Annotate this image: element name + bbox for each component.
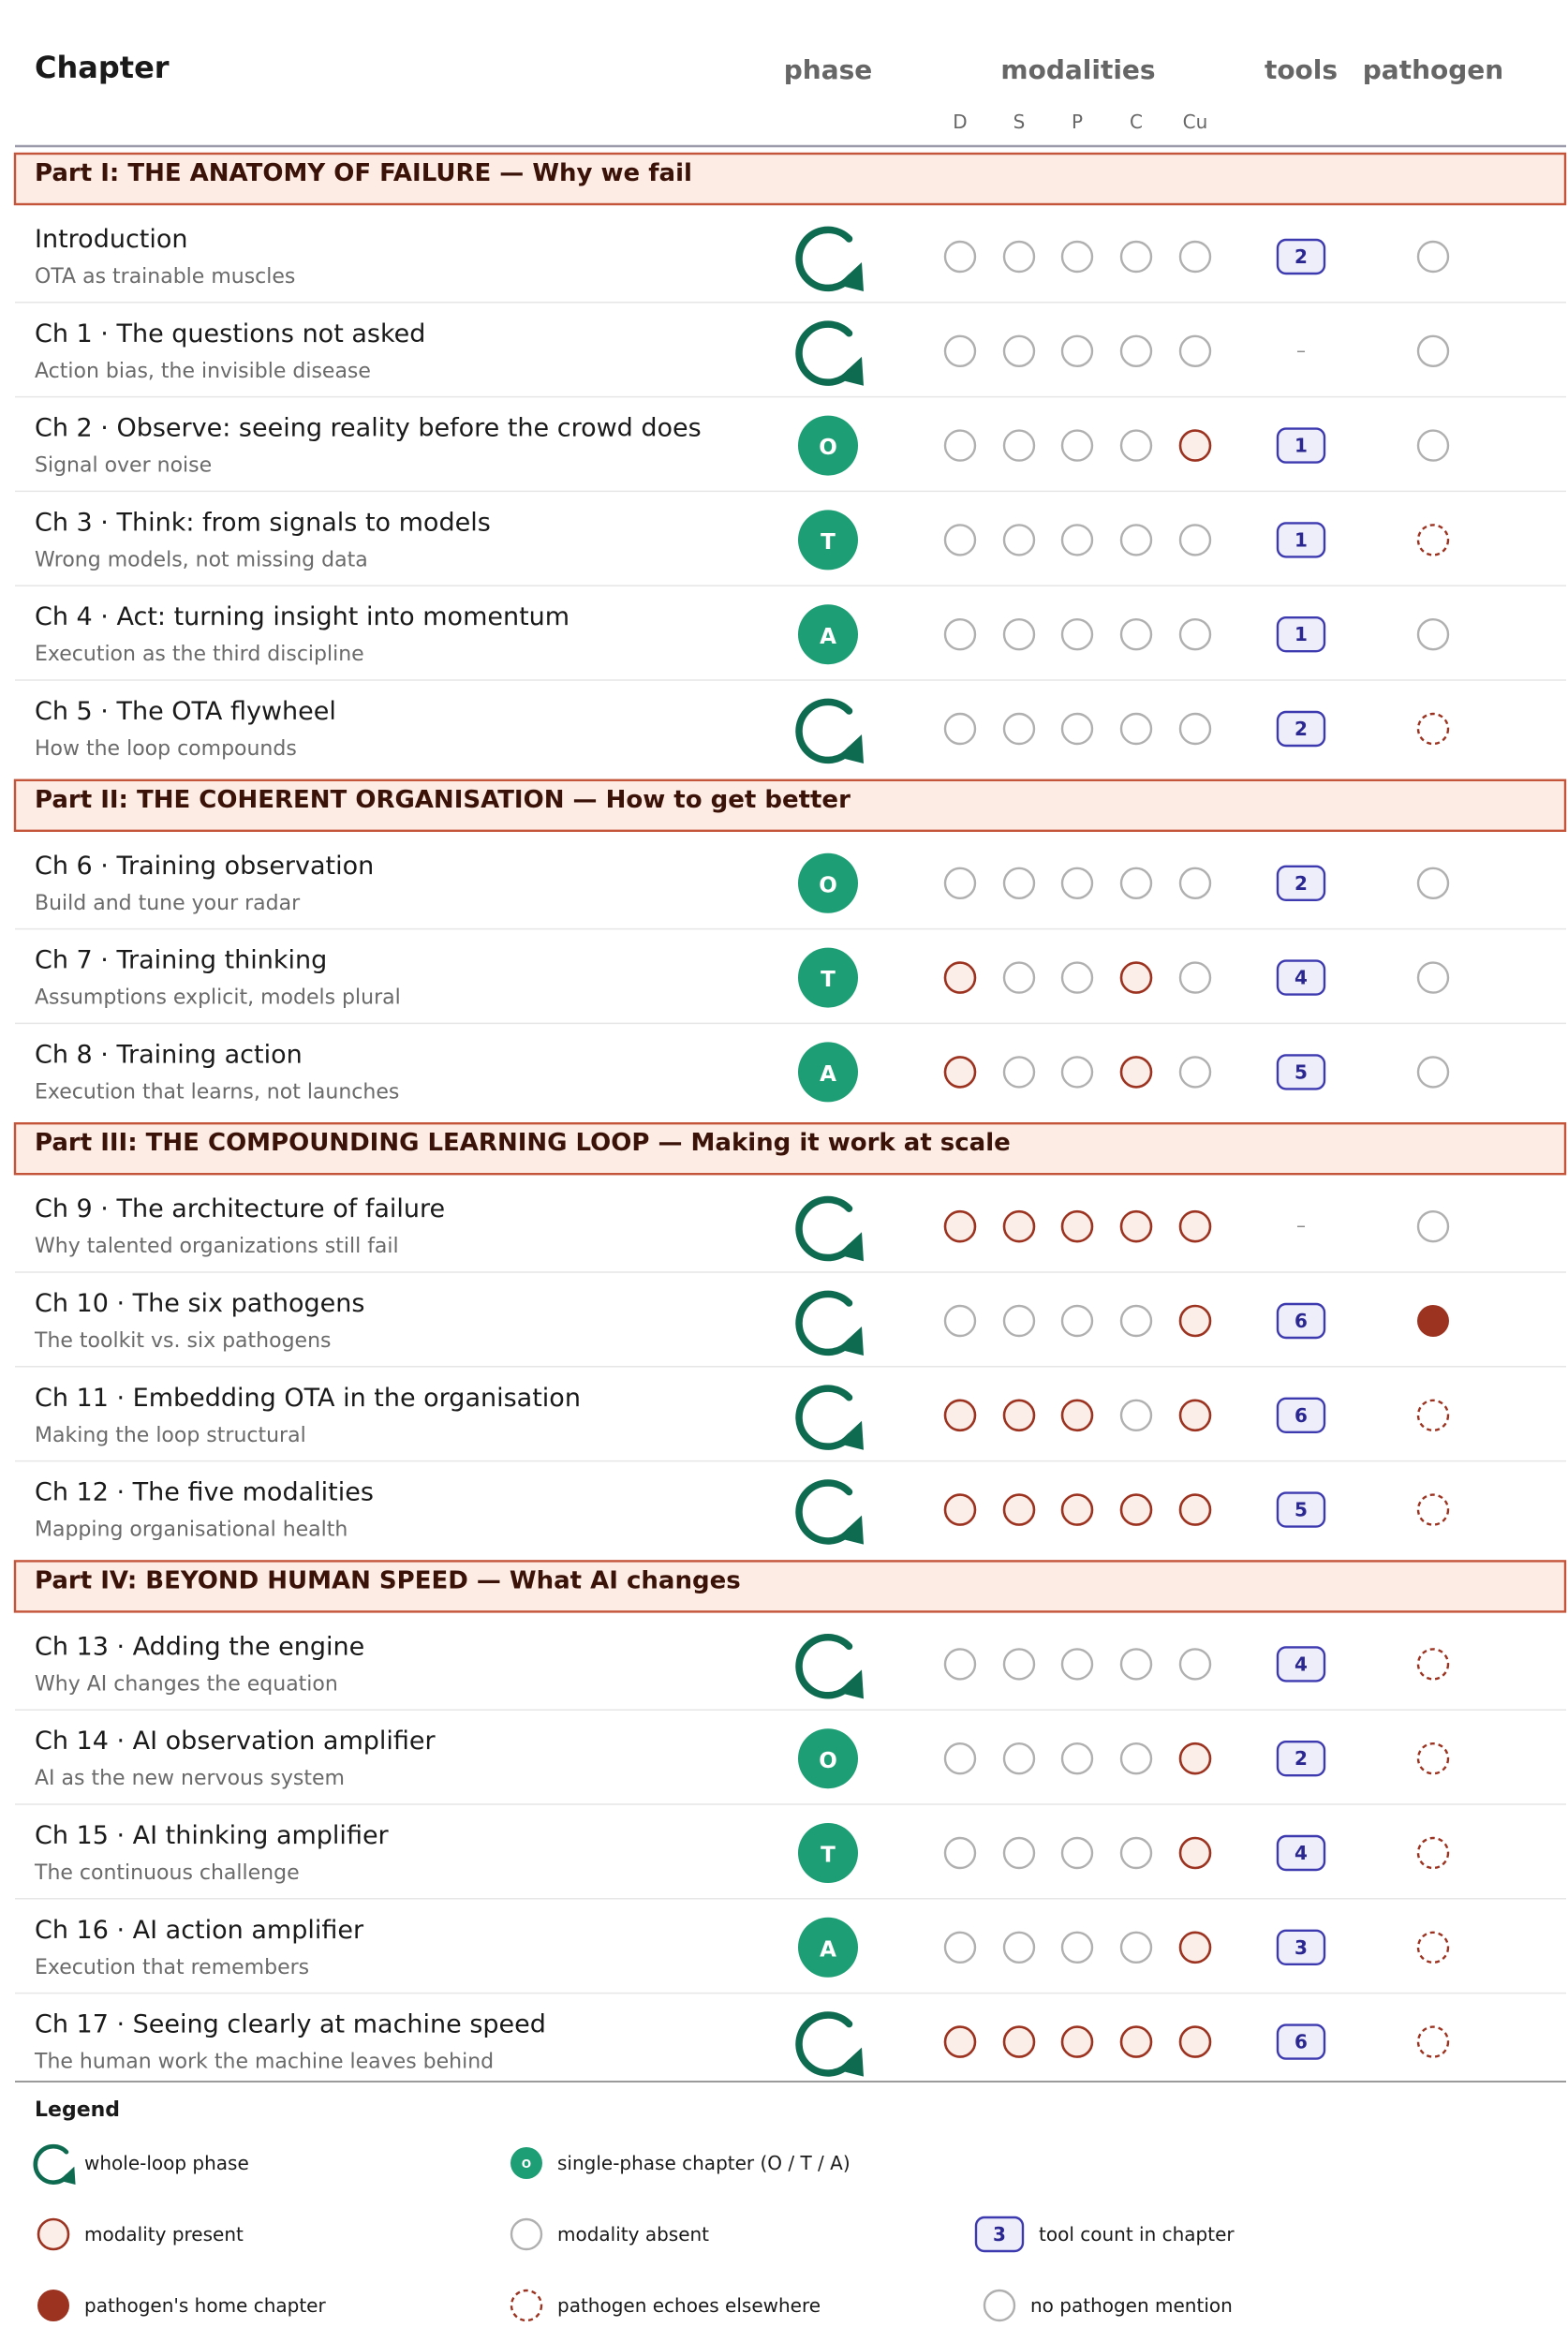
whole-loop-icon [799, 1638, 864, 1699]
pathogen-echo-dot [1418, 1933, 1448, 1963]
modality-absent-dot [1004, 619, 1034, 649]
modality-present-dot [1180, 1838, 1210, 1868]
chapter-row [15, 1632, 1566, 1710]
tool-count-badge [1278, 1493, 1324, 1527]
modality-absent-dot [945, 336, 975, 366]
tool-count: 2 [1294, 1747, 1308, 1771]
chapter-title: Ch 15 · AI thinking amplifier [35, 1821, 389, 1850]
phase-letter: O [819, 436, 837, 461]
modality-present-dot [1004, 1401, 1034, 1430]
chapter-subtitle: Action bias, the invisible disease [35, 359, 371, 383]
modality-present-dot [38, 2219, 68, 2249]
modality-present-dot [1121, 1057, 1151, 1087]
pathogen-home-dot [1417, 1305, 1449, 1337]
modality-code-C: C [1130, 111, 1143, 133]
modality-present-dot [1121, 2027, 1151, 2057]
chapter-subtitle: Making the loop structural [35, 1423, 306, 1447]
modality-absent-dot [1121, 1743, 1151, 1773]
tool-count: 2 [1294, 245, 1308, 268]
tool-count-badge [1278, 523, 1324, 556]
phase-disc-t [798, 1823, 858, 1883]
header-modalities: modalities [1000, 54, 1156, 85]
modality-absent-dot [1180, 525, 1210, 555]
chapter-subtitle: Signal over noise [35, 453, 213, 478]
modality-absent-dot [1180, 714, 1210, 744]
modality-absent-dot [1062, 336, 1092, 366]
modality-absent-dot [1004, 431, 1034, 461]
chapter-subtitle: AI as the new nervous system [35, 1767, 345, 1791]
modality-absent-dot [1121, 868, 1151, 898]
chapter-title: Ch 11 · Embedding OTA in the organisation [35, 1383, 581, 1413]
modality-absent-dot [1004, 1306, 1034, 1336]
phase-letter: T [821, 530, 836, 555]
modality-absent-dot [1121, 1649, 1151, 1679]
modality-absent-dot [945, 1838, 975, 1868]
tool-count: 1 [1294, 528, 1308, 552]
modality-absent-dot [1062, 525, 1092, 555]
tool-count: 4 [1294, 1842, 1308, 1864]
chapter-subtitle: Execution that remembers [35, 1955, 310, 1979]
phase-letter: A [820, 624, 836, 649]
tool-count: 2 [1294, 718, 1308, 740]
modality-absent-dot [1121, 525, 1151, 555]
pathogen-none-dot [1418, 1211, 1448, 1241]
modality-absent-dot [945, 1649, 975, 1679]
modality-present-dot [1180, 2027, 1210, 2057]
modality-absent-dot [1121, 336, 1151, 366]
modality-present-dot [1180, 1495, 1210, 1525]
modality-present-dot [1121, 1495, 1151, 1525]
modality-present-dot [945, 963, 975, 993]
tool-count-badge [1278, 1399, 1324, 1432]
modality-code-Cu: Cu [1182, 111, 1208, 133]
chapter-subtitle: Execution that learns, not launches [35, 1080, 400, 1104]
part-section [15, 154, 1566, 763]
chapter-row [15, 319, 1566, 397]
chapter-subtitle: Why AI changes the equation [35, 1672, 338, 1697]
pathogen-none-dot [1418, 1057, 1448, 1087]
tool-count-badge [1278, 961, 1324, 995]
chapter-title: Ch 1 · The questions not asked [35, 319, 426, 348]
tool-count-badge [1278, 1931, 1324, 1964]
chapter-title: Ch 7 · Training thinking [35, 945, 328, 975]
pathogen-echo-dot [1418, 525, 1448, 555]
chapter-row [15, 1194, 1566, 1272]
modality-absent-dot [1062, 714, 1092, 744]
modality-absent-dot [1004, 242, 1034, 272]
pathogen-none-dot [1418, 242, 1448, 272]
pathogen-echo-dot [1418, 714, 1448, 744]
modality-absent-dot [1004, 525, 1034, 555]
modality-absent-dot [1004, 1649, 1034, 1679]
modality-present-dot [1062, 1495, 1092, 1525]
legend-item [511, 2219, 709, 2249]
tool-count-badge [976, 2217, 1023, 2251]
header-chapter: Chapter [35, 50, 170, 85]
tool-count-badge [1278, 1836, 1324, 1870]
modality-absent-dot [1121, 1306, 1151, 1336]
modality-absent-dot [945, 1933, 975, 1963]
chapter-row [15, 602, 1566, 680]
tool-count: 4 [1294, 1653, 1308, 1676]
phase-disc-a [798, 1918, 858, 1978]
chapter-row [34, 2010, 1448, 2077]
phase-disc-o [798, 853, 858, 913]
legend-item-label: pathogen's home chapter [84, 2294, 326, 2317]
chapter-row [15, 1727, 1566, 1804]
modality-absent-dot [1004, 868, 1034, 898]
pathogen-echo-dot [511, 2290, 541, 2320]
tool-count: 6 [1294, 1310, 1308, 1332]
whole-loop-icon [799, 230, 864, 291]
pathogen-none-dot [1418, 336, 1448, 366]
chapter-row [35, 697, 1448, 763]
part-section [15, 1561, 1566, 2076]
tool-count-badge [1278, 1304, 1324, 1338]
part-section [15, 780, 1566, 1104]
modality-absent-dot [1004, 1838, 1034, 1868]
phase-disc-t [798, 510, 858, 570]
legend-item [976, 2217, 1235, 2251]
modality-absent-dot [1062, 1743, 1092, 1773]
legend-item-label: single-phase chapter (O / T / A) [557, 2152, 851, 2174]
phase-letter: T [821, 1843, 836, 1868]
chapter-title: Ch 17 · Seeing clearly at machine speed [35, 2009, 546, 2039]
tool-count: 1 [1294, 623, 1308, 646]
tool-count-empty: – [1296, 1214, 1306, 1238]
modality-present-dot [945, 1495, 975, 1525]
pathogen-echo-dot [1418, 1838, 1448, 1868]
modality-absent-dot [1180, 619, 1210, 649]
modality-absent-dot [945, 1743, 975, 1773]
chapter-title: Ch 14 · AI observation amplifier [35, 1727, 436, 1756]
tool-count-badge [1278, 1742, 1324, 1775]
pathogen-echo-dot [1418, 1649, 1448, 1679]
phase-disc-a [798, 604, 858, 664]
chapter-subtitle: The human work the machine leaves behind [35, 2050, 495, 2074]
part-section [15, 1123, 1566, 1544]
modality-absent-dot [1004, 714, 1034, 744]
chapter-row [15, 1821, 1566, 1899]
tool-count-badge [1278, 1647, 1324, 1681]
legend-item [510, 2147, 851, 2179]
modality-absent-dot [1062, 1306, 1092, 1336]
modality-present-dot [945, 2027, 975, 2057]
modality-absent-dot [945, 242, 975, 272]
phase-letter: O [819, 1748, 837, 1773]
legend-loop-icon [36, 2146, 76, 2185]
pathogen-none-dot [1418, 619, 1448, 649]
tool-count: 2 [1294, 871, 1308, 895]
chapter-subtitle: Wrong models, not missing data [35, 548, 368, 572]
modality-absent-dot [1180, 242, 1210, 272]
phase-disc-o [798, 1728, 858, 1788]
phase-disc-t [798, 948, 858, 1008]
tool-count-badge [1278, 712, 1324, 746]
chapter-subtitle: How the loop compounds [35, 737, 297, 761]
modality-code-S: S [1013, 111, 1026, 133]
modality-absent-dot [945, 525, 975, 555]
chapter-title: Ch 6 · Training observation [35, 851, 375, 881]
modality-present-dot [1121, 963, 1151, 993]
part-title: Part I: THE ANATOMY OF FAILURE — Why we fail [35, 159, 692, 187]
modality-present-dot [1004, 1495, 1034, 1525]
modality-absent-dot [1062, 1057, 1092, 1087]
chapter-row [15, 414, 1566, 492]
tool-count: 6 [1294, 1403, 1308, 1427]
modality-absent-dot [1062, 1933, 1092, 1963]
header-tools: tools [1264, 54, 1339, 85]
modality-present-dot [1180, 1401, 1210, 1430]
modality-present-dot [1121, 1211, 1151, 1241]
chapter-subtitle: Assumptions explicit, models plural [35, 986, 401, 1010]
pathogen-echo-dot [1418, 1495, 1448, 1525]
modality-absent-dot [1121, 1933, 1151, 1963]
modality-absent-dot [1004, 963, 1034, 993]
modality-absent-dot [1062, 963, 1092, 993]
part-title: Part III: THE COMPOUNDING LEARNING LOOP — Making it work at scale [35, 1129, 1011, 1158]
chapter-title: Ch 10 · The six pathogens [35, 1289, 365, 1318]
modality-present-dot [1062, 2027, 1092, 2057]
chapter-row [35, 1040, 1448, 1104]
tool-count: 6 [1294, 2030, 1308, 2053]
tool-count-badge [1278, 240, 1324, 274]
chapter-title: Ch 2 · Observe: seeing reality before the crowd does [35, 413, 702, 443]
chapter-row [15, 1384, 1566, 1461]
phase-letter: O [521, 2157, 532, 2172]
modality-present-dot [1004, 1211, 1034, 1241]
phase-letter: T [821, 968, 836, 993]
legend-item-label: modality present [84, 2223, 244, 2246]
modality-present-dot [1004, 2027, 1034, 2057]
tool-count: 3 [1294, 1935, 1308, 1959]
legend-phase-disc [510, 2147, 542, 2179]
tool-count-badge [1278, 617, 1324, 651]
chapter-title: Introduction [35, 225, 188, 254]
chapter-row [35, 1478, 1448, 1545]
modality-present-dot [1180, 1933, 1210, 1963]
modality-absent-dot [1062, 1649, 1092, 1679]
tool-count-badge [1278, 2025, 1324, 2059]
legend-item-label: modality absent [557, 2223, 710, 2246]
part-title: Part IV: BEYOND HUMAN SPEED — What AI changes [35, 1566, 741, 1595]
modality-absent-dot [1062, 868, 1092, 898]
chapter-row [15, 225, 1566, 303]
pathogen-none-dot [984, 2290, 1014, 2320]
chapter-title: Ch 12 · The five modalities [35, 1477, 374, 1507]
whole-loop-icon [799, 324, 864, 386]
modality-absent-dot [1121, 714, 1151, 744]
chapter-title: Ch 5 · The OTA flywheel [35, 697, 336, 726]
tool-count: 1 [1294, 434, 1308, 457]
modality-present-dot [945, 1211, 975, 1241]
modality-present-dot [1180, 1211, 1210, 1241]
modality-absent-dot [511, 2219, 541, 2249]
chapter-row [15, 1289, 1566, 1367]
chapter-title: Ch 13 · Adding the engine [35, 1632, 365, 1662]
modality-absent-dot [1121, 431, 1151, 461]
modality-present-dot [1180, 1306, 1210, 1336]
legend-item [37, 2290, 326, 2321]
chapter-subtitle: Why talented organizations still fail [35, 1235, 399, 1259]
header-pathogen: pathogen [1362, 54, 1504, 85]
legend-item-label: no pathogen mention [1030, 2294, 1233, 2317]
phase-letter: A [820, 1937, 836, 1963]
chapter-title: Ch 4 · Act: turning insight into momentum [35, 602, 570, 632]
pathogen-echo-dot [1418, 1401, 1448, 1430]
whole-loop-icon [799, 702, 864, 763]
modality-absent-dot [1062, 431, 1092, 461]
legend-item [984, 2290, 1233, 2320]
modality-absent-dot [945, 619, 975, 649]
legend-item [38, 2219, 244, 2249]
modality-absent-dot [945, 431, 975, 461]
phase-disc-o [798, 416, 858, 476]
chapter-subtitle: Build and tune your radar [35, 891, 301, 915]
modality-absent-dot [1121, 1401, 1151, 1430]
modality-absent-dot [945, 714, 975, 744]
chapter-row [15, 946, 1566, 1024]
modality-absent-dot [1004, 1057, 1034, 1087]
chapter-subtitle: The continuous challenge [35, 1861, 300, 1885]
legend-item [36, 2146, 249, 2185]
pathogen-home-dot [37, 2290, 69, 2321]
modality-code-D: D [953, 111, 968, 133]
legend-item [511, 2290, 821, 2320]
tool-count: 5 [1294, 1498, 1308, 1521]
whole-loop-icon [799, 1388, 864, 1450]
chapter-subtitle: Execution as the third discipline [35, 643, 364, 667]
legend-item-label: pathogen echoes elsewhere [557, 2294, 821, 2317]
chapter-row [15, 1916, 1566, 1994]
modality-absent-dot [1180, 1057, 1210, 1087]
modality-absent-dot [1004, 336, 1034, 366]
modality-absent-dot [1121, 1838, 1151, 1868]
whole-loop-icon [799, 1483, 864, 1545]
tool-count: 5 [1294, 1060, 1308, 1084]
modality-present-dot [1180, 1743, 1210, 1773]
modality-absent-dot [1062, 619, 1092, 649]
pathogen-none-dot [1418, 431, 1448, 461]
whole-loop-icon [799, 1294, 864, 1356]
chapter-row [15, 508, 1566, 586]
modality-present-dot [1062, 1401, 1092, 1430]
modality-absent-dot [1121, 242, 1151, 272]
modality-present-dot [1180, 431, 1210, 461]
tool-count-badge [1278, 1055, 1324, 1089]
legend [35, 2098, 1235, 2321]
pathogen-none-dot [1418, 963, 1448, 993]
chapter-row [15, 852, 1566, 929]
legend-item-label: whole-loop phase [84, 2152, 249, 2174]
whole-loop-icon [799, 2015, 864, 2077]
pathogen-echo-dot [1418, 1743, 1448, 1773]
modality-absent-dot [945, 1306, 975, 1336]
legend-title: Legend [35, 2098, 121, 2122]
modality-code-P: P [1071, 111, 1084, 133]
chapter-subtitle: OTA as trainable muscles [35, 265, 296, 289]
modality-absent-dot [1062, 242, 1092, 272]
phase-letter: O [819, 873, 837, 898]
modality-absent-dot [1004, 1743, 1034, 1773]
modality-absent-dot [1180, 868, 1210, 898]
modality-absent-dot [1004, 1933, 1034, 1963]
tool-count-badge [1278, 429, 1324, 463]
modality-absent-dot [1180, 336, 1210, 366]
modality-absent-dot [1180, 1649, 1210, 1679]
part-title: Part II: THE COHERENT ORGANISATION — How to get better [35, 785, 851, 814]
chapter-subtitle: Mapping organisational health [35, 1518, 348, 1542]
modality-absent-dot [945, 868, 975, 898]
tool-count: 3 [993, 2223, 1006, 2246]
pathogen-none-dot [1418, 868, 1448, 898]
chapter-title: Ch 16 · AI action amplifier [35, 1915, 364, 1945]
modality-absent-dot [1121, 619, 1151, 649]
header-phase: phase [783, 54, 873, 85]
chapter-title: Ch 9 · The architecture of failure [35, 1194, 446, 1224]
chapter-subtitle: The toolkit vs. six pathogens [35, 1329, 332, 1353]
modality-absent-dot [1180, 963, 1210, 993]
modality-absent-dot [1062, 1838, 1092, 1868]
tool-count: 4 [1294, 966, 1308, 989]
modality-present-dot [945, 1057, 975, 1087]
tool-count-badge [1278, 867, 1324, 900]
phase-letter: A [820, 1062, 836, 1087]
tool-count-empty: – [1296, 338, 1306, 362]
chapter-title: Ch 3 · Think: from signals to models [35, 508, 491, 538]
pathogen-echo-dot [1418, 2027, 1448, 2057]
phase-disc-a [798, 1042, 858, 1102]
whole-loop-icon [799, 1200, 864, 1262]
chapter-title: Ch 8 · Training action [35, 1040, 303, 1070]
legend-item-label: tool count in chapter [1039, 2223, 1235, 2246]
modality-present-dot [1062, 1211, 1092, 1241]
modality-present-dot [945, 1401, 975, 1430]
